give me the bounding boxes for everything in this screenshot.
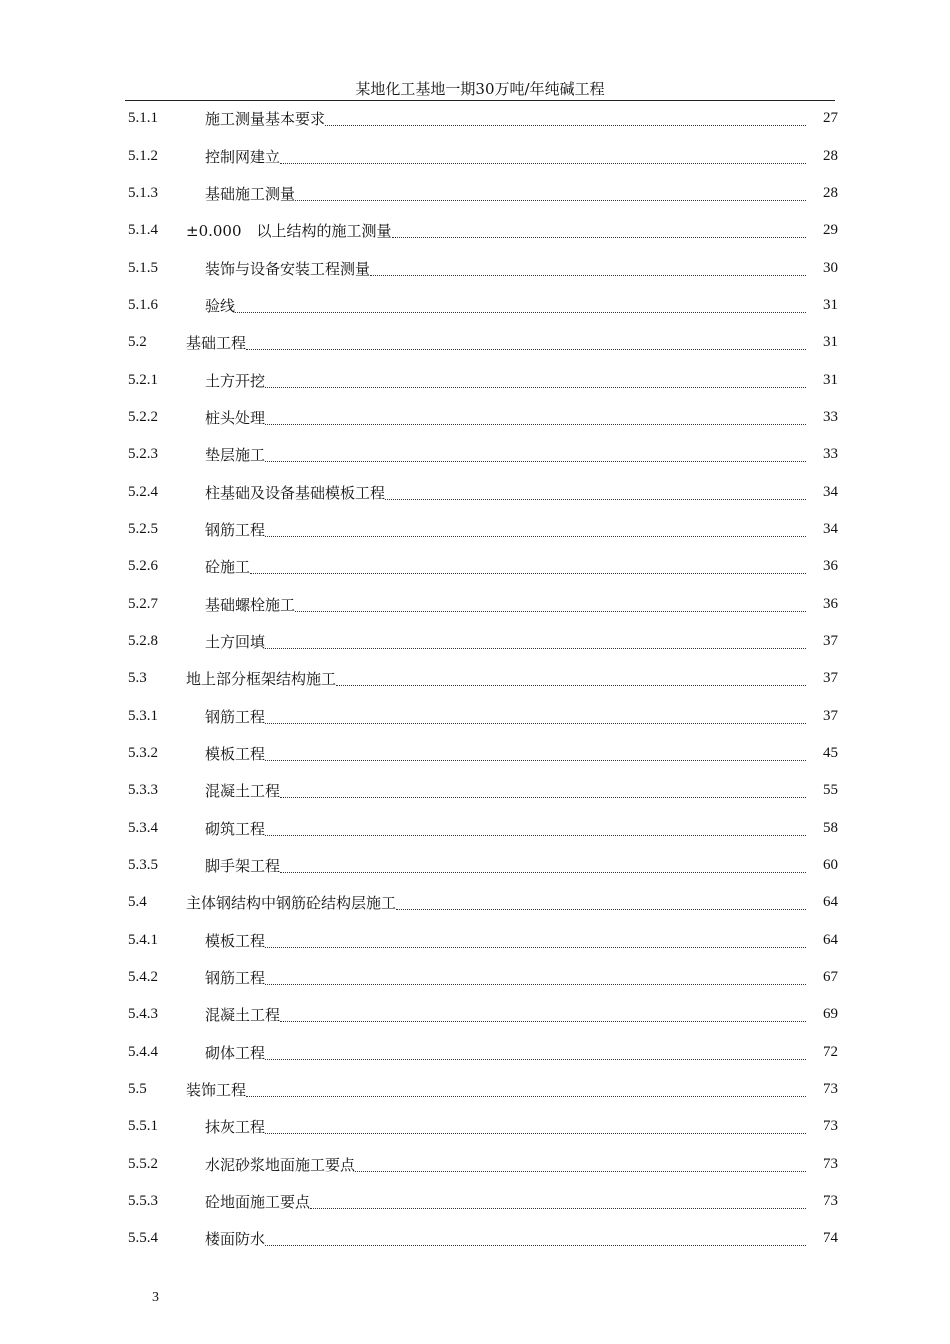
- toc-dot-leader: [235, 302, 806, 313]
- toc-entry[interactable]: [128, 548, 838, 585]
- toc-dot-leader: [370, 265, 806, 276]
- toc-entry[interactable]: [128, 660, 838, 697]
- toc-entry-page: 34: [823, 483, 838, 500]
- table-of-contents: [128, 100, 838, 1258]
- toc-entry-title: 基础螺栓施工: [205, 595, 296, 614]
- toc-entry-title: 楼面防水: [205, 1230, 266, 1249]
- toc-entry-title: 砌筑工程: [205, 819, 266, 838]
- toc-entry-number: 5.4: [128, 894, 147, 911]
- toc-entry-page: 31: [823, 296, 838, 313]
- toc-entry-number: 5.4.1: [128, 931, 158, 948]
- toc-entry-number: 5.2.2: [128, 408, 158, 425]
- toc-entry-number: 5.1.5: [128, 259, 158, 276]
- toc-entry-page: 37: [823, 632, 838, 649]
- toc-dot-leader: [265, 974, 806, 985]
- toc-entry-page: 36: [823, 558, 838, 575]
- toc-entry-page: 34: [823, 520, 838, 537]
- toc-entry-number: 5.1.6: [128, 296, 158, 313]
- toc-entry-page: 69: [823, 1006, 838, 1023]
- toc-dot-leader: [265, 526, 806, 537]
- toc-entry-number: 5.2.5: [128, 520, 158, 537]
- toc-entry-number: 5.2.8: [128, 632, 158, 649]
- toc-entry[interactable]: [128, 137, 838, 174]
- toc-entry-number: 5.2: [128, 334, 147, 351]
- page-number: 3: [152, 1290, 159, 1305]
- toc-entry-page: 60: [823, 857, 838, 874]
- toc-entry[interactable]: [128, 623, 838, 660]
- toc-dot-leader: [265, 1123, 806, 1134]
- toc-entry[interactable]: [128, 884, 838, 921]
- toc-entry[interactable]: [128, 959, 838, 996]
- toc-dot-leader: [265, 1235, 806, 1246]
- toc-entry-page: 55: [823, 782, 838, 799]
- toc-entry-title: 钢筋工程: [205, 707, 266, 726]
- toc-entry-number: 5.3.1: [128, 707, 158, 724]
- toc-entry-number: 5.4.2: [128, 969, 158, 986]
- toc-entry-page: 74: [823, 1230, 838, 1247]
- toc-dot-leader: [295, 190, 806, 201]
- toc-entry-title: 桩头处理: [205, 408, 266, 427]
- toc-entry-number: 5.5.4: [128, 1230, 158, 1247]
- toc-entry-page: 67: [823, 969, 838, 986]
- toc-entry-title: 砼施工: [205, 558, 251, 577]
- toc-entry-page: 37: [823, 707, 838, 724]
- toc-entry[interactable]: [128, 1220, 838, 1257]
- toc-entry-title: 砌体工程: [205, 1043, 266, 1062]
- toc-entry-number: 5.2.6: [128, 558, 158, 575]
- toc-entry-page: 28: [823, 147, 838, 164]
- toc-dot-leader: [265, 451, 806, 462]
- page-header: [125, 78, 835, 101]
- toc-entry-title: 控制网建立: [205, 147, 281, 166]
- toc-entry[interactable]: [128, 772, 838, 809]
- toc-dot-leader: [280, 1011, 806, 1022]
- toc-entry[interactable]: [128, 810, 838, 847]
- toc-entry-page: 33: [823, 408, 838, 425]
- toc-entry-page: 30: [823, 259, 838, 276]
- toc-entry-title: 脚手架工程: [205, 857, 281, 876]
- toc-entry[interactable]: [128, 1108, 838, 1145]
- toc-dot-leader: [265, 638, 806, 649]
- toc-entry-number: 5.3: [128, 670, 147, 687]
- toc-dot-leader: [265, 713, 806, 724]
- toc-entry-page: 29: [823, 222, 838, 239]
- toc-entry[interactable]: [128, 1183, 838, 1220]
- toc-dot-leader: [265, 377, 806, 388]
- toc-entry-number: 5.3.2: [128, 745, 158, 762]
- toc-dot-leader: [265, 1049, 806, 1060]
- toc-entry-title: 地上部分框架结构施工: [186, 670, 337, 689]
- toc-entry-page: 58: [823, 819, 838, 836]
- toc-entry[interactable]: [128, 324, 838, 361]
- toc-entry[interactable]: [128, 585, 838, 622]
- toc-entry-number: 5.5.2: [128, 1155, 158, 1172]
- toc-entry[interactable]: [128, 249, 838, 286]
- toc-entry-number: 5.3.5: [128, 857, 158, 874]
- toc-entry-title: 垫层施工: [205, 446, 266, 465]
- toc-dot-leader: [246, 1086, 806, 1097]
- toc-entry-title: 装饰与设备安装工程测量: [205, 259, 371, 278]
- toc-entry[interactable]: [128, 436, 838, 473]
- toc-entry-number: 5.4.3: [128, 1006, 158, 1023]
- toc-dot-leader: [336, 675, 806, 686]
- toc-entry-number: 5.5.3: [128, 1193, 158, 1210]
- header-title: 某地化工基地一期30万吨/年纯碱工程: [355, 80, 605, 98]
- toc-entry-title: 主体钢结构中钢筋砼结构层施工: [186, 894, 397, 913]
- toc-entry[interactable]: [128, 698, 838, 735]
- toc-entry[interactable]: [128, 996, 838, 1033]
- toc-dot-leader: [310, 1198, 806, 1209]
- toc-entry-page: 28: [823, 184, 838, 201]
- toc-dot-leader: [265, 825, 806, 836]
- toc-entry-page: 31: [823, 371, 838, 388]
- toc-dot-leader: [355, 1161, 806, 1172]
- toc-dot-leader: [385, 489, 806, 500]
- toc-entry[interactable]: [128, 922, 838, 959]
- toc-entry-number: 5.2.7: [128, 595, 158, 612]
- toc-entry-number: 5.2.3: [128, 446, 158, 463]
- toc-entry-number: 5.5: [128, 1081, 147, 1098]
- toc-entry-title: 模板工程: [205, 745, 266, 764]
- toc-entry-page: 73: [823, 1081, 838, 1098]
- toc-entry-number: 5.3.3: [128, 782, 158, 799]
- toc-entry-number: 5.4.4: [128, 1043, 158, 1060]
- toc-entry-title: 基础施工测量: [205, 184, 296, 203]
- toc-entry-title: 水泥砂浆地面施工要点: [205, 1155, 356, 1174]
- toc-dot-leader: [265, 750, 806, 761]
- toc-entry[interactable]: [128, 287, 838, 324]
- toc-entry-title: 验线: [205, 296, 236, 315]
- toc-entry-page: 73: [823, 1155, 838, 1172]
- toc-entry-number: 5.1.4: [128, 222, 158, 239]
- toc-dot-leader: [295, 601, 806, 612]
- toc-entry[interactable]: [128, 511, 838, 548]
- toc-entry-number: 5.1.3: [128, 184, 158, 201]
- toc-entry[interactable]: [128, 1146, 838, 1183]
- toc-entry[interactable]: [128, 1071, 838, 1108]
- toc-dot-leader: [250, 563, 806, 574]
- toc-entry-title: 柱基础及设备基础模板工程: [205, 483, 386, 502]
- toc-entry-title: 混凝土工程: [205, 1006, 281, 1025]
- toc-dot-leader: [392, 227, 806, 238]
- toc-entry-page: 73: [823, 1193, 838, 1210]
- toc-entry-page: 27: [823, 110, 838, 127]
- toc-entry-number: 5.2.4: [128, 483, 158, 500]
- toc-entry-title: 混凝土工程: [205, 782, 281, 801]
- toc-entry-number: 5.2.1: [128, 371, 158, 388]
- toc-entry-page: 36: [823, 595, 838, 612]
- toc-entry-title: ±0.000 以上结构的施工测量: [186, 222, 392, 241]
- toc-entry-number: 5.5.1: [128, 1118, 158, 1135]
- toc-entry-title: 砼地面施工要点: [205, 1193, 311, 1212]
- toc-entry-page: 45: [823, 745, 838, 762]
- toc-entry[interactable]: [128, 100, 838, 137]
- toc-entry-page: 64: [823, 894, 838, 911]
- toc-entry-title: 土方回填: [205, 632, 266, 651]
- toc-entry[interactable]: [128, 361, 838, 398]
- toc-entry-number: 5.1.1: [128, 110, 158, 127]
- toc-entry[interactable]: [128, 175, 838, 212]
- toc-entry-title: 基础工程: [186, 334, 247, 353]
- toc-dot-leader: [246, 339, 806, 350]
- toc-entry-title: 土方开挖: [205, 371, 266, 390]
- toc-dot-leader: [265, 937, 806, 948]
- toc-entry-page: 64: [823, 931, 838, 948]
- toc-entry-title: 模板工程: [205, 931, 266, 950]
- toc-entry[interactable]: [128, 847, 838, 884]
- toc-entry-title: 装饰工程: [186, 1081, 247, 1100]
- toc-entry-title: 钢筋工程: [205, 969, 266, 988]
- toc-entry[interactable]: [128, 735, 838, 772]
- toc-dot-leader: [325, 115, 806, 126]
- toc-dot-leader: [280, 153, 806, 164]
- toc-entry-page: 72: [823, 1043, 838, 1060]
- toc-entry[interactable]: [128, 1034, 838, 1071]
- toc-entry[interactable]: [128, 399, 838, 436]
- toc-dot-leader: [280, 862, 806, 873]
- toc-entry-page: 37: [823, 670, 838, 687]
- toc-dot-leader: [396, 899, 806, 910]
- toc-entry-number: 5.3.4: [128, 819, 158, 836]
- toc-entry-page: 33: [823, 446, 838, 463]
- toc-dot-leader: [280, 787, 806, 798]
- toc-entry[interactable]: [128, 473, 838, 510]
- toc-entry[interactable]: [128, 212, 838, 249]
- toc-entry-title: 钢筋工程: [205, 520, 266, 539]
- toc-dot-leader: [265, 414, 806, 425]
- toc-entry-page: 31: [823, 334, 838, 351]
- toc-entry-title: 抹灰工程: [205, 1118, 266, 1137]
- toc-entry-number: 5.1.2: [128, 147, 158, 164]
- toc-entry-page: 73: [823, 1118, 838, 1135]
- toc-entry-title: 施工测量基本要求: [205, 110, 326, 129]
